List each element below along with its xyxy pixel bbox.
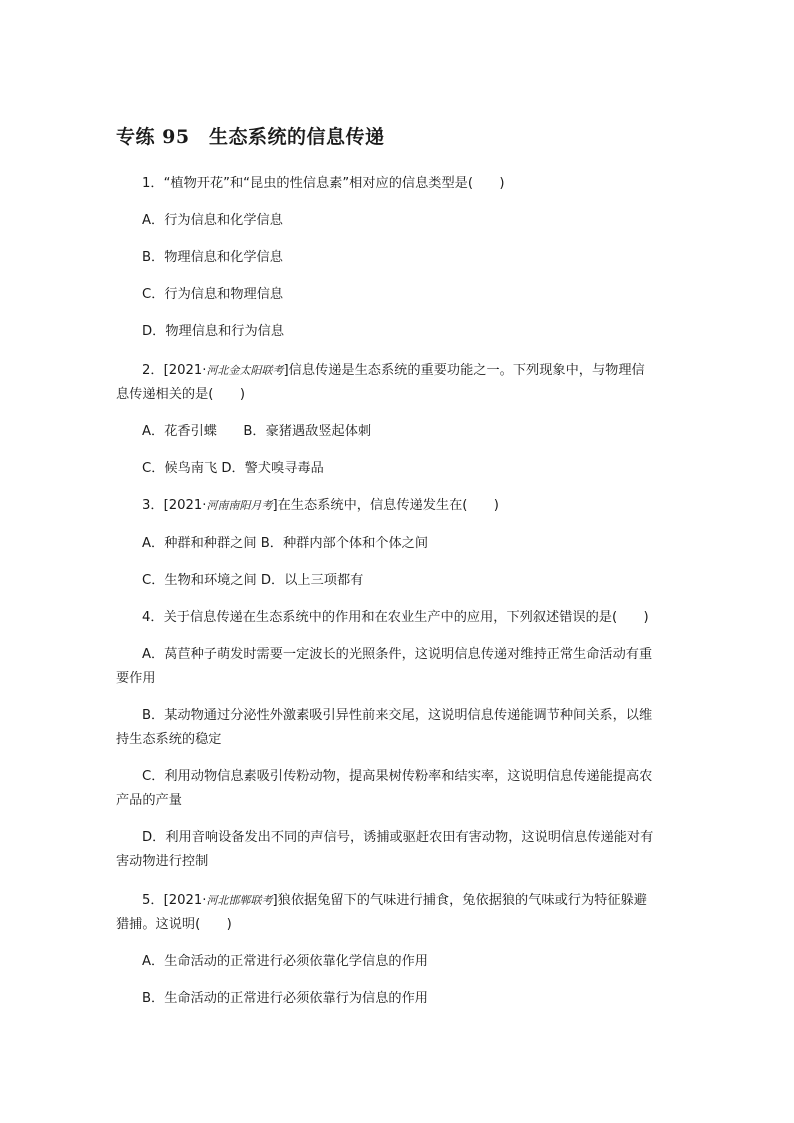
page-title: 专练 95 生态系统的信息传递: [116, 126, 385, 148]
question-1-stem: 1．“植物开花”和“昆虫的性信息素”相对应的信息类型是( ): [142, 176, 505, 191]
question-4-option-d: D．利用音响设备发出不同的声信号，诱捕或驱赶农田有害动物，这说明信息传递能对有: [142, 830, 654, 845]
question-3-options-ab: A．种群和种群之间 B．种群内部个体和个体之间: [142, 536, 429, 551]
question-5-stem: [142, 892, 647, 910]
question-4-option-c-cont: 产品的产量: [116, 793, 182, 808]
question-5-number: 5．[2021·: [142, 893, 207, 908]
question-2-options-cd: C．候鸟南飞 D．警犬嗅寻毒品: [142, 461, 324, 476]
question-1-option-b: B．物理信息和化学信息: [142, 250, 283, 265]
question-4-option-b: B．某动物通过分泌性外激素吸引异性前来交尾，这说明信息传递能调节种间关系，以维: [142, 708, 653, 723]
question-5-stem-text: ]狼依据兔留下的气味进行捕食，兔依据狼的气味或行为特征躲避: [272, 893, 647, 908]
question-2-source: 河北金太阳联考: [206, 364, 284, 377]
question-3-source: 河南南阳月考: [206, 499, 273, 512]
question-3-options-cd: C．生物和环境之间 D．以上三项都有: [142, 573, 364, 588]
question-1-option-d: D．物理信息和行为信息: [142, 324, 285, 339]
question-3-number: 3．[2021·: [142, 498, 207, 513]
question-4-option-a: A．莴苣种子萌发时需要一定波长的光照条件，这说明信息传递对维持正常生命活动有重: [142, 647, 653, 662]
question-4-option-b-cont: 持生态系统的稳定: [116, 732, 222, 747]
question-4-option-c: C．利用动物信息素吸引传粉动物，提高果树传粉率和结实率，这说明信息传递能提高农: [142, 769, 653, 784]
question-5-option-a: A．生命活动的正常进行必须依靠化学信息的作用: [142, 954, 428, 969]
question-3-stem-text: ]在生态系统中，信息传递发生在( ): [272, 498, 499, 513]
question-2-number: 2．[2021·: [142, 363, 207, 378]
question-5-source: 河北邯郸联考: [206, 894, 273, 907]
question-2-stem-line-2: 息传递相关的是( ): [116, 387, 245, 402]
question-5-option-b: B．生命活动的正常进行必须依靠行为信息的作用: [142, 991, 428, 1006]
question-5-stem-line-2: 猎捕。这说明( ): [116, 917, 232, 932]
question-3-stem: [142, 497, 499, 515]
question-4-stem: 4．关于信息传递在生态系统中的作用和在农业生产中的应用，下列叙述错误的是( ): [142, 610, 649, 625]
question-4-option-d-cont: 害动物进行控制: [116, 854, 209, 869]
question-2-stem: [142, 362, 645, 380]
question-2-stem-text: ]信息传递是生态系统的重要功能之一。下列现象中，与物理信: [283, 363, 645, 378]
question-1-option-c: C．行为信息和物理信息: [142, 287, 284, 302]
question-2-options-ab: A．花香引蝶 B．豪猪遇敌竖起体刺: [142, 424, 372, 439]
question-4-option-a-cont: 要作用: [116, 671, 156, 686]
question-1-option-a: A．行为信息和化学信息: [142, 213, 283, 228]
